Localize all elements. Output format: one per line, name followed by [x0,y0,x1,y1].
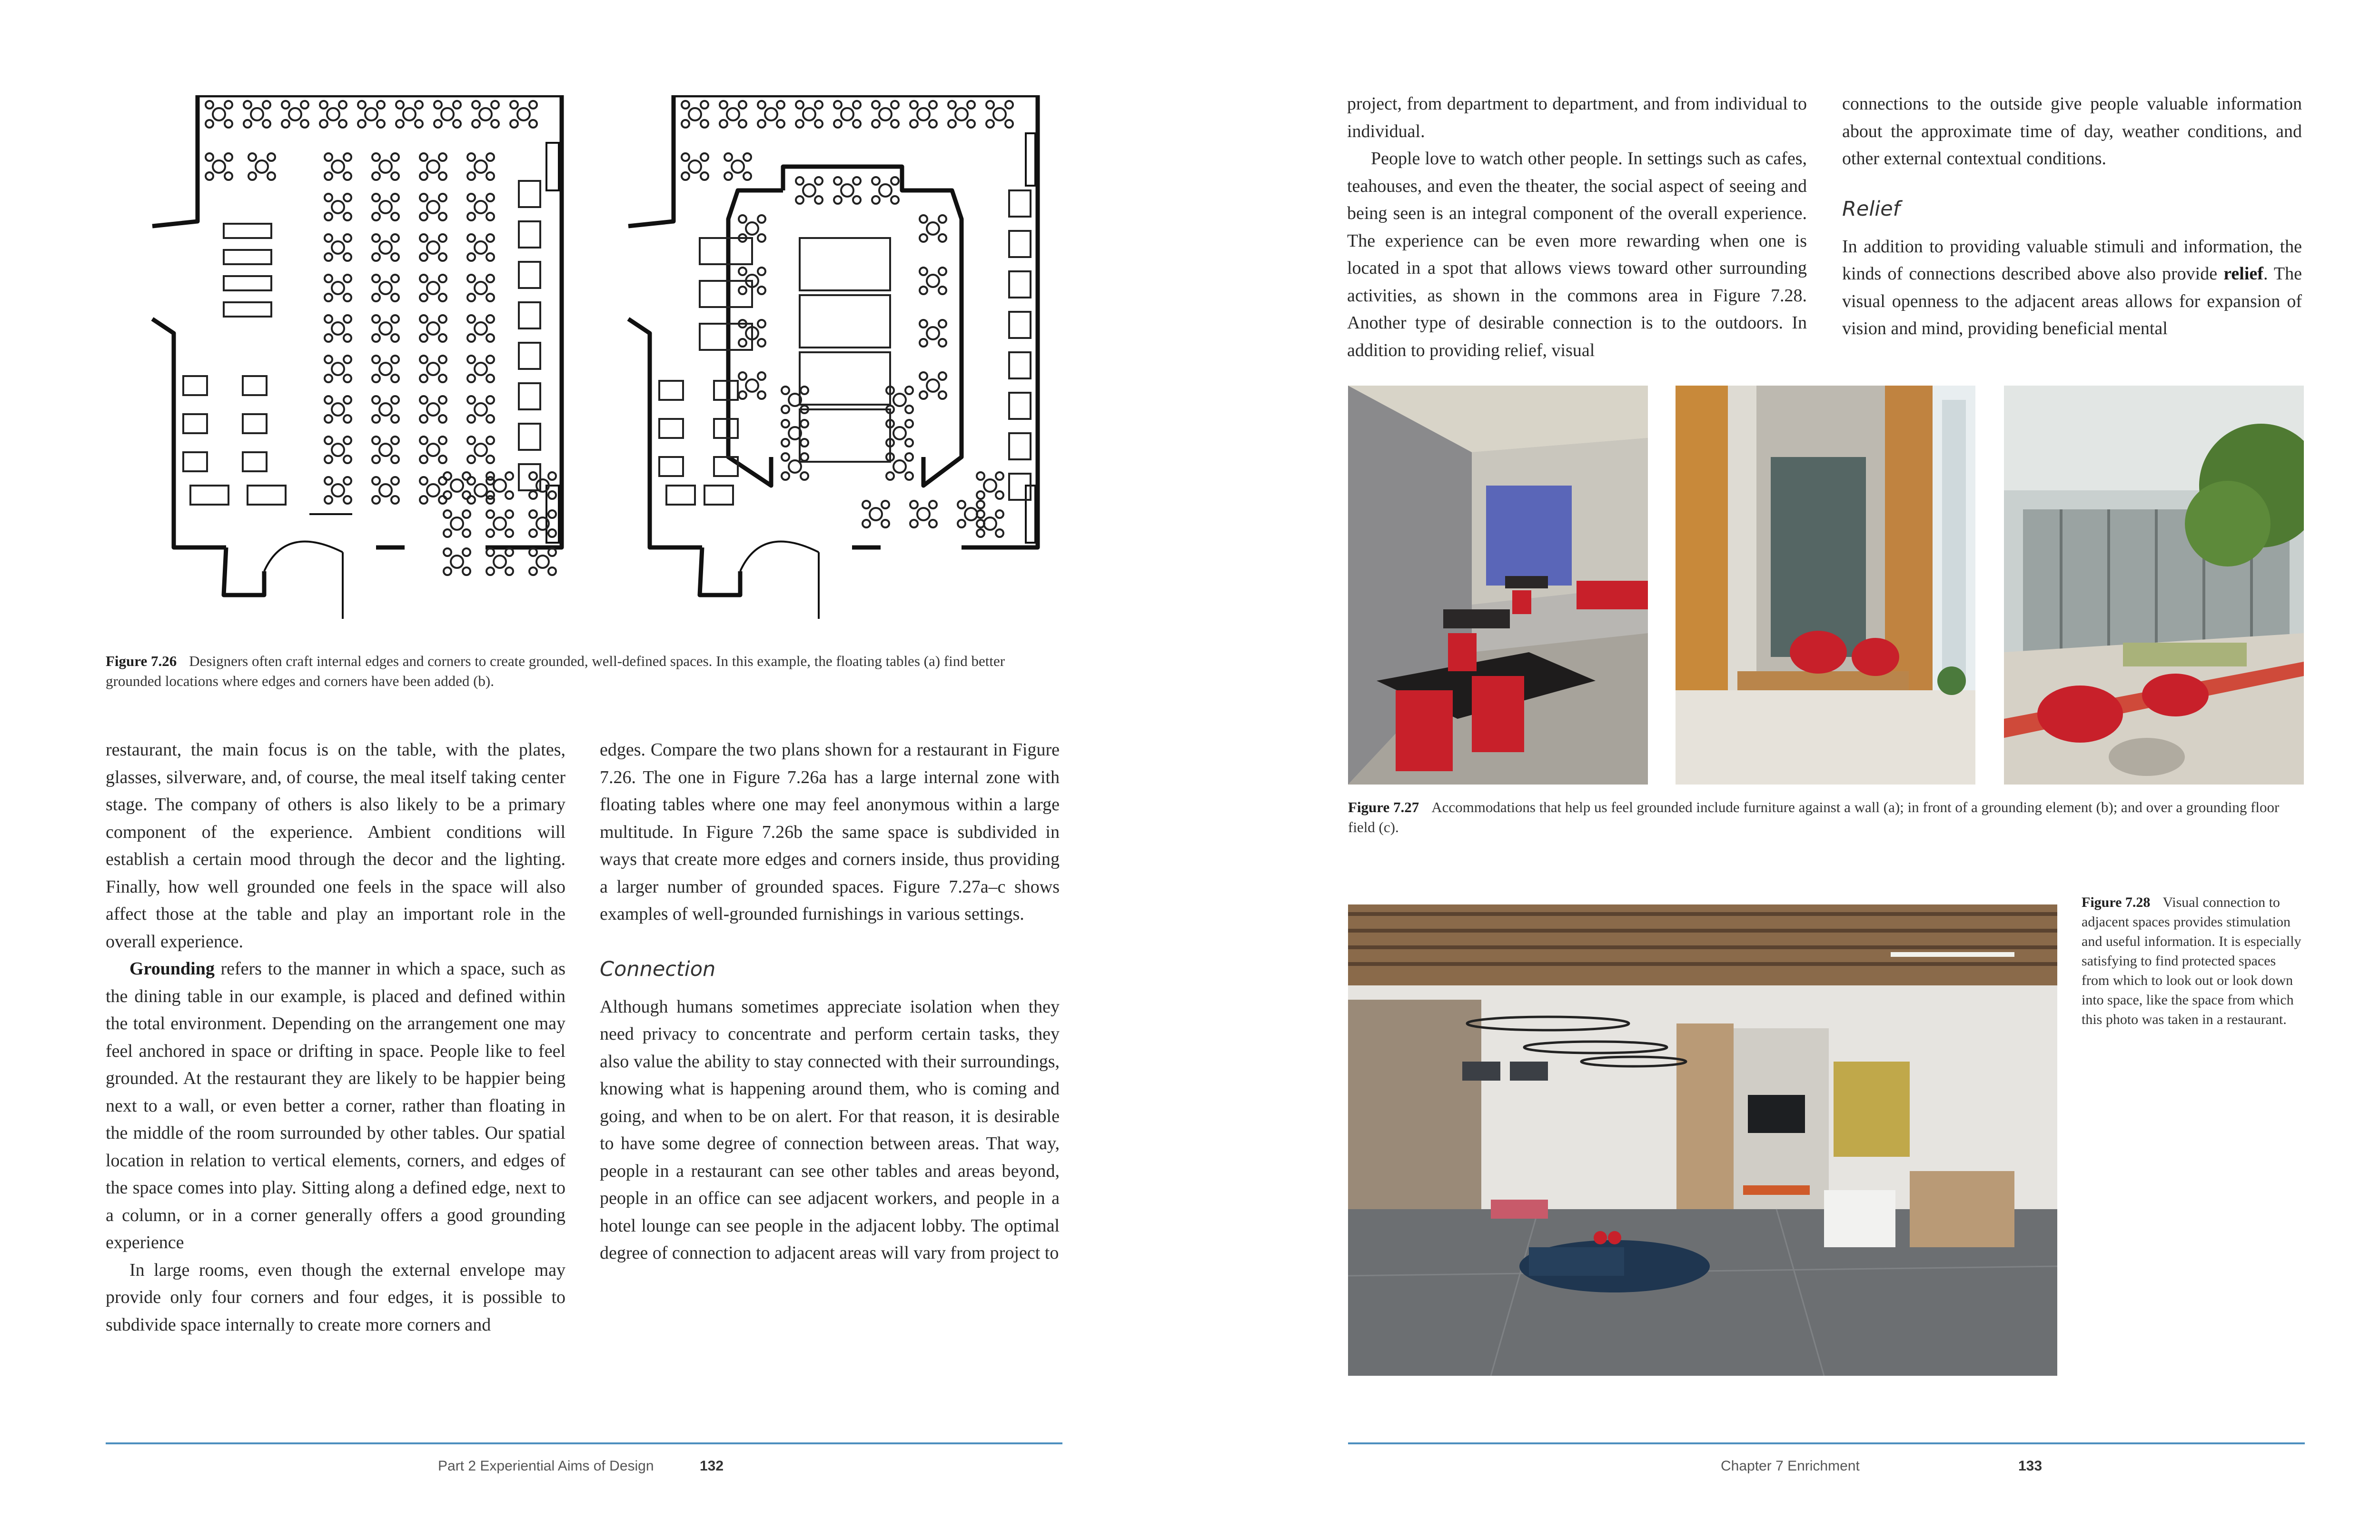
floor-plan-b-drawing [619,95,1047,633]
plan-table-4 [739,372,765,399]
plan-table-4 [325,437,351,463]
plan-table-4 [986,101,1013,128]
plan-table-4 [206,101,232,128]
plan-table-rect [190,486,228,505]
plan-table-4 [872,177,899,204]
plan-table-rect [659,381,683,400]
plan-table-4 [325,356,351,382]
plan-table-4 [796,101,823,128]
plan-table-4 [758,101,784,128]
photo-7-27a [1348,386,1648,785]
plan-table-rect [519,383,540,409]
plan-table-4 [372,315,399,342]
plan-table-4 [372,477,399,504]
caption-text: Designers often craft internal edges and corners to create grounded, well-defined spaces. In this example, the floating tables (a) find better grounded locations where edges and corners have been added (b). [106,653,1005,689]
plan-table-4 [325,396,351,423]
plan-table-4 [682,101,708,128]
paragraph-text: In addition to providing valuable stimuli and information, the kinds of connections described above also provide [1842,236,2302,284]
plan-table-4 [467,234,494,261]
figure-label: Figure 7.27 [1348,799,1419,815]
plan-table-4 [467,437,494,463]
plan-table-4 [372,194,399,220]
plan-table-4 [358,101,385,128]
plan-table-4 [372,356,399,382]
plan-table-rect [243,452,267,471]
plan-table-rect [1009,231,1031,257]
paragraph [1842,233,2302,343]
plan-table-rect [243,376,267,395]
plan-table-4 [325,153,351,180]
plan-table-rect [714,381,738,400]
plan-table-4 [420,194,446,220]
plan-table-rect [1009,393,1031,419]
left-column-1 [106,736,565,1339]
plan-table-4 [320,101,347,128]
plan-table-rect [519,343,540,369]
plan-table-4 [325,315,351,342]
floor-plan-a [143,95,571,633]
plan-table-4 [834,101,861,128]
plan-table-rect [800,409,890,462]
plan-table-4 [510,101,537,128]
caption-text: Visual connection to adjacent spaces provides stimulation and useful information. It is especially satisfying to find protected spaces from which to look out or look down into space, like the space from which this photo was taken in a restaurant. [2082,894,2301,1027]
plan-table-4 [434,101,461,128]
plan-table-4 [910,101,937,128]
figure-7-27-caption [1348,797,2305,837]
figure-7-28-caption [2082,893,2305,1029]
plan-table-4 [396,101,423,128]
plan-table-rect [666,486,695,505]
plan-table-rect [248,486,286,505]
plan-table-rect [183,376,207,395]
plan-table-4 [529,510,556,537]
term-relief: relief [2223,264,2263,284]
footer-section: Chapter 7 Enrichment [1721,1458,1860,1474]
plan-table-rect [519,181,540,207]
plan-table-4 [486,510,513,537]
plan-table-4 [486,548,513,575]
plan-table-4 [958,501,984,527]
plan-table-4 [420,153,446,180]
plan-table-4 [372,153,399,180]
footer-section: Part 2 Experiential Aims of Design [438,1458,654,1474]
page-number: 133 [2018,1458,2043,1474]
plan-table-4 [467,396,494,423]
plan-table-4 [444,548,470,575]
plan-table-4 [977,510,1003,537]
caption-text: Accommodations that help us feel grounded include furniture against a wall (a); in front of a grounding element (b); and over a grounding floor field (c). [1348,799,2280,835]
right-column-2 [1842,90,2302,343]
plan-table-4 [444,472,470,499]
plan-table-rect [714,419,738,438]
plan-table-rect [1009,352,1031,378]
plan-table-rect [224,250,271,264]
plan-table-4 [444,510,470,537]
photo-7-27c [2004,386,2304,785]
plan-table-4 [325,477,351,504]
plan-table-4 [420,396,446,423]
plan-table-4 [920,268,946,294]
paragraph-text: . The visual openness to the adjacent areas allows for expansion of vision and mind, providing beneficial mental [1842,264,2302,338]
plan-table-rect [519,424,540,450]
plan-table-4 [372,275,399,301]
plan-table-4 [467,153,494,180]
plan-table-rect [243,414,267,433]
footer-rule [106,1442,1062,1444]
plan-table-rect [659,419,683,438]
plan-table-4 [872,101,899,128]
plan-table-rect [519,302,540,328]
plan-table-4 [420,275,446,301]
plan-table-4 [248,153,275,180]
plan-table-rect [800,295,890,348]
plan-table-4 [834,177,861,204]
plan-table-4 [920,372,946,399]
plan-table-rect [519,262,540,288]
plan-table-4 [420,477,446,504]
plan-table-4 [372,396,399,423]
photo-7-27b [1676,386,1975,785]
plan-table-4 [372,234,399,261]
plan-table-4 [244,101,270,128]
plan-table-4 [325,194,351,220]
plan-table-4 [682,153,708,180]
plan-table-rect [224,302,271,317]
section-heading-connection: Connection [600,957,716,981]
figure-label: Figure 7.28 [2082,894,2151,910]
plan-table-4 [782,453,808,480]
plan-table-4 [420,315,446,342]
plan-table-4 [467,275,494,301]
plan-table-4 [420,234,446,261]
paragraph [106,955,565,1257]
figure-7-26-caption [106,651,1058,691]
plan-table-4 [796,177,823,204]
plan-table-4 [529,548,556,575]
term-grounding: Grounding [129,959,215,979]
plan-table-rect [183,452,207,471]
plan-table-4 [325,275,351,301]
paragraph-text: refers to the manner in which a space, such as the dining table in our example, is placed and defined within the total environment. Depending on the arrangement one may feel anchored in space or drifting in space. People like to feel grounded. At the restaurant they are likely to be happier being next to a wall, or even better a corner, rather than floating in the middle of the room surrounded by other tables. Our spatial location in relation to vertical elements, corners, and edges of the space comes into play. Sitting along a defined edge, next to a column, or in a corner generally offers a good grounding experience [106,959,565,1252]
left-column-2 [600,736,1060,1267]
paragraph: In large rooms, even though the external envelope may provide only four corners and four edges, it is possible to subdivide space internally to create more corners and [106,1260,565,1335]
floor-plan-a-drawing [143,95,571,633]
photo-7-28 [1348,904,2057,1376]
plan-table-4 [720,101,746,128]
plan-table-rect [800,238,890,290]
plan-table-4 [282,101,308,128]
paragraph: project, from department to department, and from individual to individual. [1347,94,1807,141]
plan-table-4 [472,101,499,128]
plan-table-4 [920,215,946,242]
page-number: 132 [700,1458,724,1474]
right-page [1190,0,2380,1540]
plan-table-4 [782,420,808,447]
paragraph: Although humans sometimes appreciate isolation when they need privacy to concentrate and perform certain tasks, they also value the ability to stay connected with their surroundings, knowing what is happening around them, who is coming and going, and when to be on alert. For that reason, it is desirable to have some degree of connection between areas. That way, people in a restaurant can see other tables and areas beyond, people in an office can see adjacent workers, and people in a hotel lounge can see people in the adjacent lobby. The optimal degree of connection to adjacent areas will vary from project to [600,996,1060,1263]
plan-table-rect [224,276,271,290]
plan-table-4 [420,356,446,382]
plan-table-4 [467,315,494,342]
plan-table-rect [1009,190,1031,217]
plan-table-4 [420,437,446,463]
figure-label: Figure 7.26 [106,653,177,669]
plan-table-4 [467,194,494,220]
plan-table-rect [1009,433,1031,459]
plan-table-4 [206,153,232,180]
plan-table-rect [704,486,733,505]
section-heading-relief: Relief [1842,197,1900,221]
plan-table-4 [910,501,937,527]
plan-table-4 [948,101,975,128]
plan-table-4 [325,234,351,261]
plan-table-rect [800,352,890,405]
plan-table-4 [863,501,889,527]
plan-table-rect [183,414,207,433]
plan-table-4 [920,320,946,347]
plan-table-rect [519,221,540,248]
right-column-1 [1347,90,1807,364]
floor-plan-b [619,95,1047,633]
plan-table-rect [1009,312,1031,338]
paragraph: People love to watch other people. In settings such as cafes, teahouses, and even the theater, the social aspect of seeing and being seen is an integral component of the overall experience. The experience can be even more rewarding when one is located in a spot that allows views toward other surrounding activities, as shown in the commons area in Figure 7.28. Another type of desirable connection is to the outdoors. In addition to providing relief, visual [1347,149,1807,360]
plan-table-rect [659,457,683,476]
plan-table-rect [1009,474,1031,500]
plan-table-4 [467,356,494,382]
plan-table-4 [724,153,751,180]
plan-table-4 [372,437,399,463]
paragraph: restaurant, the main focus is on the table, with the plates, glasses, silverware, and, of course, the meal itself taking center stage. The company of others is also likely to be a primary component of the experience. Ambient conditions will establish a certain mood through the decor and the lighting. Finally, how well grounded one feels in the space will also affect those at the table and play an important role in the overall experience. [106,740,565,952]
plan-table-rect [1009,271,1031,298]
paragraph: edges. Compare the two plans shown for a restaurant in Figure 7.26. The one in Figure 7.26a has a large internal zone with floating tables where one may feel anonymous within a large multitude. In Figure 7.26b the same space is subdivided in ways that create more edges and corners inside, thus providing a larger number of grounded spaces. Figure 7.27a–c shows examples of well-grounded furnishings in various settings. [600,740,1060,924]
plan-table-4 [977,472,1003,499]
plan-table-rect [224,224,271,238]
footer-rule [1348,1442,2305,1444]
paragraph: connections to the outside give people valuable information about the approximate time of day, weather conditions, and other external contextual conditions. [1842,94,2302,169]
